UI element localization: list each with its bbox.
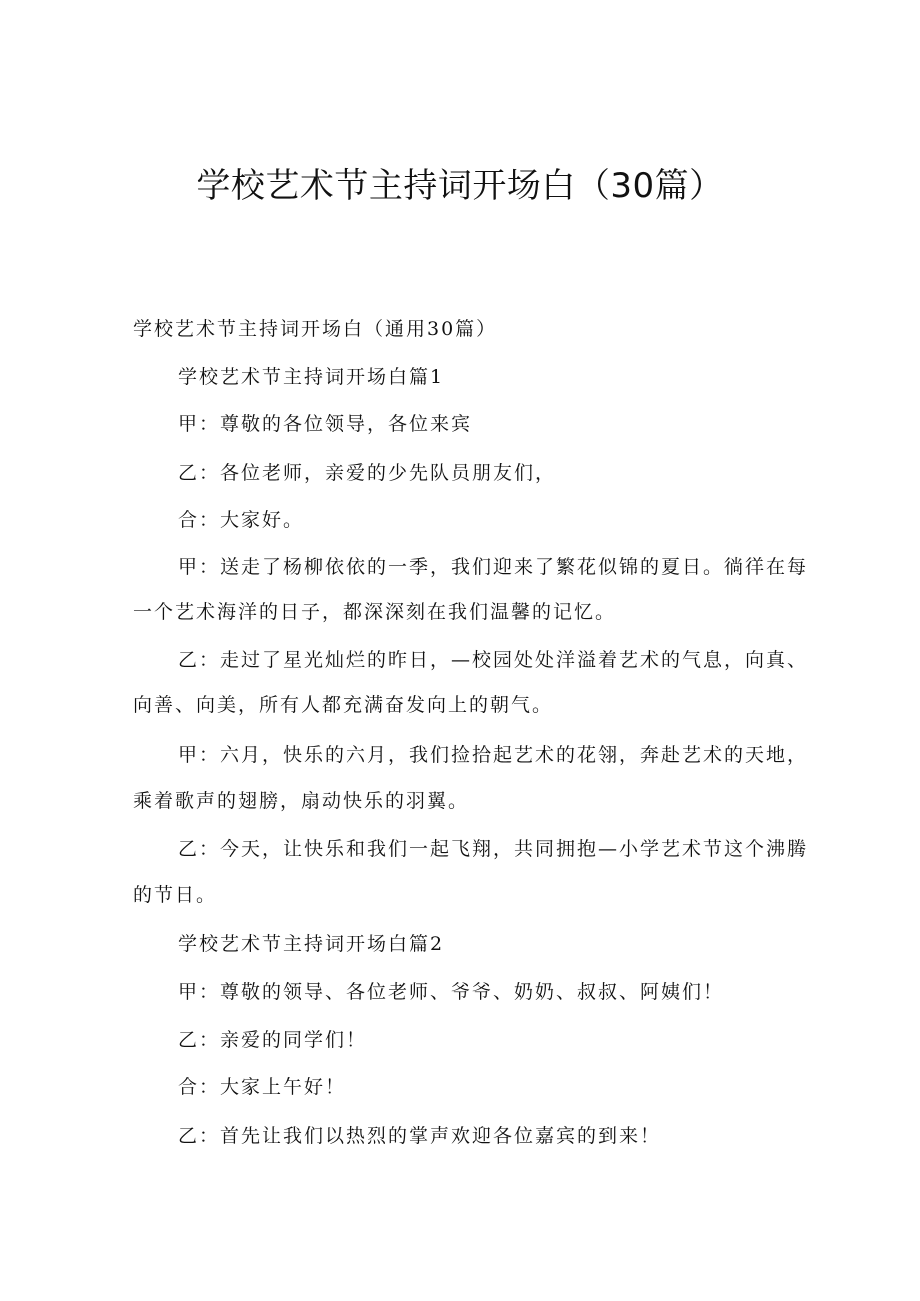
document-subtitle: 学校艺术节主持词开场白（通用30篇） [133,318,498,340]
dialogue-line: 乙：走过了星光灿烂的昨日，—校园处处洋溢着艺术的气息，向真、 [178,649,809,671]
section-heading: 学校艺术节主持词开场白篇1 [178,366,445,388]
dialogue-line: 乙：今天，让快乐和我们一起飞翔，共同拥抱—小学艺术节这个沸腾 [178,838,809,860]
dialogue-line: 乙：各位老师，亲爱的少先队员朋友们， [178,462,557,484]
dialogue-line-continuation: 的节日。 [133,884,218,906]
dialogue-line: 甲：六月，快乐的六月，我们捡拾起艺术的花翎，奔赴艺术的天地， [178,744,809,766]
dialogue-line: 乙：亲爱的同学们！ [178,1029,368,1051]
dialogue-line-continuation: 向善、向美，所有人都充满奋发向上的朝气。 [133,694,554,716]
dialogue-line: 甲：尊敬的领导、各位老师、爷爷、奶奶、叔叔、阿姨们！ [178,981,725,1003]
dialogue-line-continuation: 一个艺术海洋的日子，都深深刻在我们温馨的记忆。 [133,601,617,623]
dialogue-line: 乙：首先让我们以热烈的掌声欢迎各位嘉宾的到来！ [178,1125,662,1147]
dialogue-line-continuation: 乘着歌声的翅膀，扇动快乐的羽翼。 [133,790,470,812]
document-title: 学校艺术节主持词开场白（30篇） [196,166,724,206]
dialogue-line: 合：大家好。 [178,509,305,531]
dialogue-line: 甲：送走了杨柳依依的一季，我们迎来了繁花似锦的夏日。徜徉在每 [178,556,809,578]
dialogue-line: 合：大家上午好！ [178,1076,347,1098]
dialogue-line: 甲：尊敬的各位领导，各位来宾 [178,413,473,435]
section-heading: 学校艺术节主持词开场白篇2 [178,933,445,955]
